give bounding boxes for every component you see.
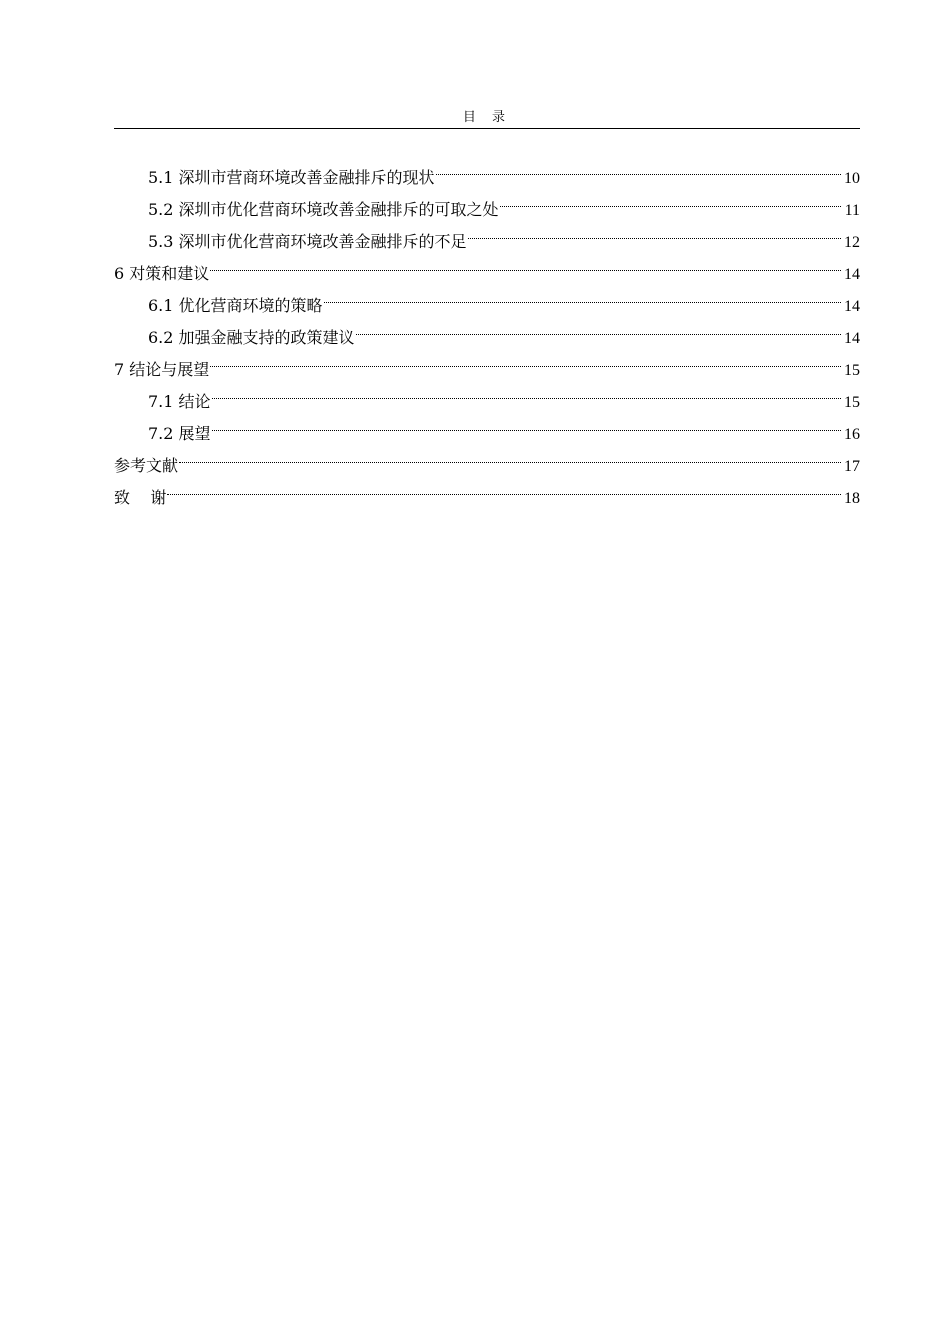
toc-entry-title: 参考文献	[114, 456, 179, 475]
toc-entry-page: 14	[844, 298, 860, 315]
toc-entry-page: 16	[844, 426, 860, 443]
toc-entry-acknowledgements[interactable]	[114, 475, 860, 507]
toc-entry-7-2[interactable]	[114, 411, 860, 443]
toc-entry-page: 10	[844, 170, 860, 187]
toc-entry-page: 14	[844, 266, 860, 283]
toc-entry-page: 11	[844, 202, 860, 219]
toc-entry-page: 15	[844, 362, 860, 379]
toc-dot-leader	[212, 379, 841, 407]
page-header-title: 目 录	[462, 110, 512, 125]
toc-dot-leader	[179, 443, 841, 471]
toc-dot-leader	[468, 219, 841, 247]
toc-dot-leader	[210, 251, 841, 279]
toc-entry-page: 12	[844, 234, 860, 251]
toc-dot-leader	[324, 283, 841, 311]
toc-entry-title: 7 结论与展望	[114, 360, 210, 379]
toc-dot-leader	[167, 475, 841, 503]
table-of-contents	[114, 155, 860, 507]
toc-entry-page: 14	[844, 330, 860, 347]
toc-entry-6[interactable]	[114, 251, 860, 283]
toc-entry-5-1[interactable]	[114, 155, 860, 187]
toc-entry-references[interactable]	[114, 443, 860, 475]
toc-dot-leader	[210, 347, 841, 375]
toc-entry-6-1[interactable]	[114, 283, 860, 315]
toc-dot-leader	[356, 315, 841, 343]
toc-dot-leader	[500, 187, 841, 215]
toc-dot-leader	[212, 411, 841, 439]
toc-entry-7[interactable]	[114, 347, 860, 379]
toc-entry-title: 致 谢	[114, 488, 167, 507]
toc-dot-leader	[436, 155, 841, 183]
toc-entry-title: 6 对策和建议	[114, 264, 210, 283]
toc-entry-title: 5.3 深圳市优化营商环境改善金融排斥的不足	[148, 232, 467, 251]
toc-entry-title: 5.1 深圳市营商环境改善金融排斥的现状	[148, 168, 435, 187]
toc-entry-page: 15	[844, 394, 860, 411]
toc-entry-title: 6.1 优化营商环境的策略	[148, 296, 323, 315]
toc-entry-title: 7.1 结论	[148, 392, 211, 411]
toc-entry-title: 5.2 深圳市优化营商环境改善金融排斥的可取之处	[148, 200, 499, 219]
toc-entry-7-1[interactable]	[114, 379, 860, 411]
toc-entry-page: 18	[844, 490, 860, 507]
toc-entry-page: 17	[844, 458, 860, 475]
header-divider	[114, 128, 860, 129]
toc-entry-title: 7.2 展望	[148, 424, 211, 443]
toc-entry-title: 6.2 加强金融支持的政策建议	[148, 328, 355, 347]
